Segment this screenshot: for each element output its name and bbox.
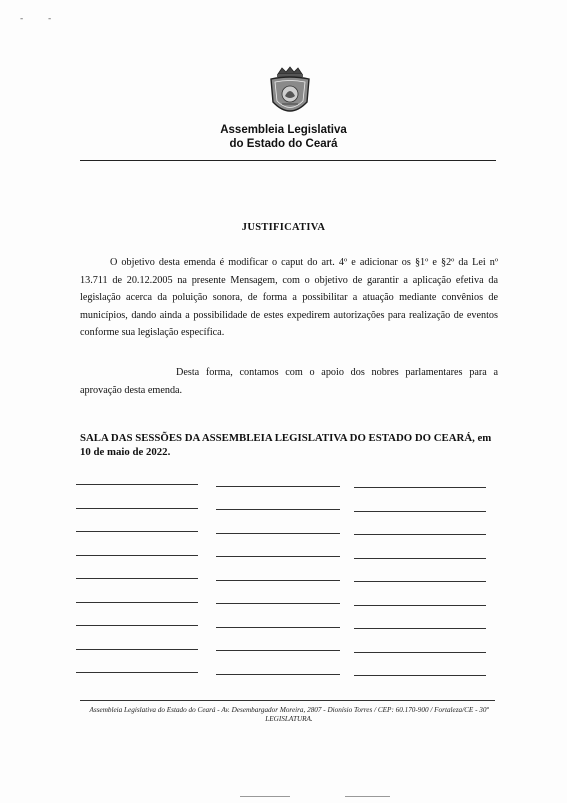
signature-line bbox=[216, 556, 340, 557]
signature-line bbox=[216, 533, 340, 534]
closing-paragraph: Desta forma, contamos com o apoio dos nobres parlamentares para a aprovação desta emenda. bbox=[80, 367, 498, 396]
institution-name-line1: Assembleia Legislativa bbox=[220, 124, 347, 136]
document-title: JUSTIFICATIVA bbox=[241, 222, 326, 233]
signature-line bbox=[354, 652, 486, 653]
scan-edge-mark bbox=[345, 796, 390, 797]
signature-line bbox=[354, 487, 486, 488]
footer-address: Assembleia Legislativa do Estado do Ceará - Av. Desembargador Moreira, 2807 - Dionísio Torres / CEP: 60.170-900 / Fortaleza/CE - 30ª LEGISLATURA. bbox=[89, 706, 489, 723]
signature-grid bbox=[76, 484, 491, 684]
signature-line bbox=[76, 578, 198, 579]
signature-line bbox=[354, 534, 486, 535]
scan-edge-mark bbox=[240, 796, 290, 797]
scan-mark-right: - bbox=[48, 14, 52, 24]
signature-line bbox=[76, 602, 198, 603]
coat-of-arms-icon bbox=[268, 66, 312, 120]
signature-line bbox=[216, 603, 340, 604]
signature-line bbox=[216, 627, 340, 628]
signature-line bbox=[76, 625, 198, 626]
signature-line bbox=[76, 649, 198, 650]
institution-name-line2: do Estado do Ceará bbox=[229, 138, 338, 150]
signature-line bbox=[216, 580, 340, 581]
footer-divider bbox=[80, 700, 495, 701]
signature-line bbox=[354, 511, 486, 512]
signature-line bbox=[76, 531, 198, 532]
header-divider bbox=[80, 160, 496, 161]
signature-line bbox=[216, 509, 340, 510]
signature-line bbox=[354, 628, 486, 629]
signature-line bbox=[216, 486, 340, 487]
signature-line bbox=[216, 650, 340, 651]
signature-line bbox=[216, 674, 340, 675]
signature-line bbox=[354, 581, 486, 582]
session-statement: SALA DAS SESSÕES DA ASSEMBLEIA LEGISLATIVA DO ESTADO DO CEARÁ, em 10 de maio de 2022. bbox=[80, 432, 492, 458]
signature-line bbox=[76, 484, 198, 485]
justification-paragraph: O objetivo desta emenda é modificar o caput do art. 4º e adicionar os §1º e §2º da Lei nº 13.711 de 20.12.2005 na presente Mensagem, com o objetivo de garantir a aplicação efetiva da legislação acerca da poluição sonora, de forma a possibilitar a atuação mediante convênios de municípios, dando ainda a possibilidade de estes expedirem autorizações para realização de eventos conforme sua legislação específica. bbox=[80, 257, 498, 339]
signature-line bbox=[76, 555, 198, 556]
signature-line bbox=[354, 675, 486, 676]
signature-line bbox=[76, 672, 198, 673]
signature-line bbox=[76, 508, 198, 509]
signature-line bbox=[354, 558, 486, 559]
scan-mark-left: - bbox=[20, 14, 24, 24]
signature-line bbox=[354, 605, 486, 606]
